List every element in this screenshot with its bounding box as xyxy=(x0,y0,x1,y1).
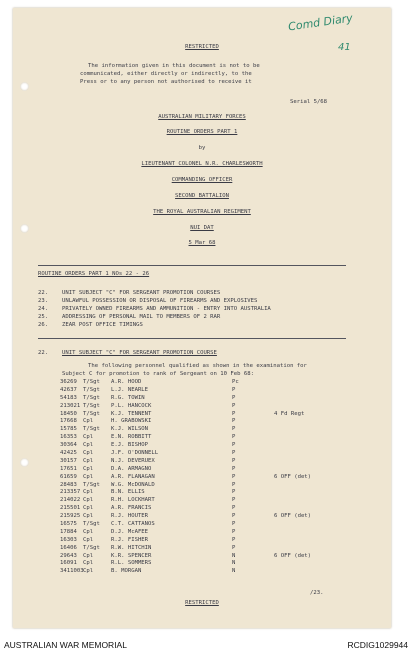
result-grade: P xyxy=(232,465,236,472)
result-grade: N xyxy=(232,568,236,575)
result-grade: P xyxy=(232,442,236,449)
security-notice-line: communicated, either directly or indirectly, to the xyxy=(80,71,252,77)
personnel-row xyxy=(60,434,360,442)
service-number: 213021 xyxy=(60,402,81,409)
result-grade: P xyxy=(232,544,236,551)
result-grade: N xyxy=(232,560,236,567)
contents-item-number: 22. xyxy=(38,290,49,296)
rank: Cpl xyxy=(83,560,94,567)
member-name: R.J. HOUTER xyxy=(111,513,149,520)
rank: Cpl xyxy=(83,513,94,520)
personnel-row xyxy=(60,529,360,537)
service-number: 17668 xyxy=(60,418,77,425)
member-name: H. GRABOWSKI xyxy=(111,418,152,425)
personnel-row xyxy=(60,568,360,576)
personnel-row xyxy=(60,466,360,474)
archive-name: AUSTRALIAN WAR MEMORIAL xyxy=(4,640,127,650)
personnel-row xyxy=(60,513,360,521)
unit-note: 4 Fd Regt xyxy=(274,410,305,417)
rank: Cpl xyxy=(83,505,94,512)
result-grade: P xyxy=(232,402,236,409)
member-name: P.L. HANCOCK xyxy=(111,402,152,409)
divider xyxy=(38,338,346,339)
member-name: A.R. FLANAGAN xyxy=(111,473,155,480)
rank: Cpl xyxy=(83,450,94,457)
rank: T/Sgt xyxy=(83,521,100,528)
personnel-row xyxy=(60,553,360,561)
personnel-row xyxy=(60,379,360,387)
contents-item-text: UNIT SUBJECT "C" FOR SERGEANT PROMOTION COURSES xyxy=(62,290,221,296)
contents-item-text: UNLAWFUL POSSESSION OR DISPOSAL OF FIREARMS AND EXPLOSIVES xyxy=(62,298,258,304)
service-number: 54183 xyxy=(60,394,77,401)
service-number: 15785 xyxy=(60,426,77,433)
member-name: R.L. SOMMERS xyxy=(111,560,152,567)
issue-date: 5 Mar 68 xyxy=(188,240,216,246)
security-notice-line: Press or to any person not authorised to receive it xyxy=(80,79,252,85)
member-name: R.W. HITCHIN xyxy=(111,544,152,551)
order-intro-line: Subject C for promotion to rank of Sergeant on 10 Feb 68: xyxy=(62,371,254,377)
service-number: 16303 xyxy=(60,536,77,543)
security-notice-line: The information given in this document is not to be xyxy=(88,63,260,69)
result-grade: P xyxy=(232,528,236,535)
member-name: C.T. CATTANOS xyxy=(111,521,155,528)
contents-item-text: ZEAR POST OFFICE TIMINGS xyxy=(62,322,143,328)
security-footer: RESTRICTED xyxy=(185,600,219,606)
member-name: E.N. ROBBITT xyxy=(111,434,152,441)
member-name: L.J. NEARLE xyxy=(111,386,149,393)
service-number: 3411003 xyxy=(60,568,84,575)
service-number: 42637 xyxy=(60,386,77,393)
personnel-row xyxy=(60,458,360,466)
service-number: 214022 xyxy=(60,497,81,504)
personnel-row xyxy=(60,426,360,434)
result-grade: P xyxy=(232,434,236,441)
service-number: 18450 xyxy=(60,410,77,417)
archive-reference: RCDIG1029944 xyxy=(347,640,408,650)
result-grade: P xyxy=(232,418,236,425)
rank: Cpl xyxy=(83,528,94,535)
personnel-row xyxy=(60,395,360,403)
rank: Cpl xyxy=(83,418,94,425)
punch-hole xyxy=(20,458,29,467)
divider xyxy=(38,265,346,266)
result-grade: N xyxy=(232,552,236,559)
result-grade: P xyxy=(232,497,236,504)
member-name: J.F. O'DONNELL xyxy=(111,450,159,457)
personnel-row xyxy=(60,474,360,482)
rank: Cpl xyxy=(83,465,94,472)
appointment: COMMANDING OFFICER xyxy=(171,177,233,183)
contents-item-number: 23. xyxy=(38,298,49,304)
handwritten-diary-note: Comd Diary xyxy=(287,11,354,34)
order-intro-line: The following personnel qualified as shown in the examination for xyxy=(88,363,307,369)
rank: T/Sgt xyxy=(83,394,100,401)
force-name: AUSTRALIAN MILITARY FORCES xyxy=(158,114,246,120)
personnel-row xyxy=(60,450,360,458)
service-number: 29643 xyxy=(60,552,77,559)
personnel-row xyxy=(60,418,360,426)
result-grade: P xyxy=(232,536,236,543)
regiment-name: THE ROYAL AUSTRALIAN REGIMENT xyxy=(153,209,251,215)
contents-item-number: 25. xyxy=(38,314,49,320)
commanding-officer-name: LIEUTENANT COLONEL N.R. CHARLESWORTH xyxy=(141,161,263,167)
member-name: A.R. FRANCIS xyxy=(111,505,152,512)
unit-name: SECOND BATTALION xyxy=(175,193,229,199)
rank: T/Sgt xyxy=(83,481,100,488)
personnel-list xyxy=(60,379,360,576)
contents-item-text: PRIVATELY OWNED FIREARMS AND AMMUNITION - ENTRY INTO AUSTRALIA xyxy=(62,306,271,312)
order-heading: UNIT SUBJECT "C" FOR SERGEANT PROMOTION COURSE xyxy=(62,350,217,356)
unit-note: 6 OFF (det) xyxy=(274,513,312,520)
result-grade: P xyxy=(232,473,236,480)
result-grade: P xyxy=(232,386,236,393)
contents-heading: ROUTINE ORDERS PART 1 NOs 22 - 26 xyxy=(38,271,150,277)
personnel-row xyxy=(60,489,360,497)
personnel-row xyxy=(60,403,360,411)
order-number: 22. xyxy=(38,350,49,356)
rank: T/Sgt xyxy=(83,426,100,433)
contents-item-text: ADDRESSING OF PERSONAL MAIL TO MEMBERS OF 2 RAR xyxy=(62,314,221,320)
result-grade: P xyxy=(232,505,236,512)
member-name: D.J. McAFEE xyxy=(111,528,149,535)
member-name: W.G. McDONALD xyxy=(111,481,155,488)
service-number: 28483 xyxy=(60,481,77,488)
archive-footer xyxy=(0,636,412,654)
serial-number: Serial 5/68 xyxy=(290,99,328,105)
contents-item-number: 24. xyxy=(38,306,49,312)
result-grade: P xyxy=(232,521,236,528)
member-name: K.J. WILSON xyxy=(111,426,149,433)
result-grade: P xyxy=(232,426,236,433)
result-grade: P xyxy=(232,450,236,457)
rank: Cpl xyxy=(83,552,94,559)
punch-hole xyxy=(20,82,29,91)
continuation-marker: /23. xyxy=(310,590,324,596)
location: NUI DAT xyxy=(190,225,214,231)
member-name: B.N. ELLIS xyxy=(111,489,145,496)
rank: Cpl xyxy=(83,568,94,575)
service-number: 215501 xyxy=(60,505,81,512)
personnel-row xyxy=(60,411,360,419)
personnel-row xyxy=(60,482,360,490)
unit-note: 6 OFF (det) xyxy=(274,552,312,559)
member-name: D.A. ARMAGNO xyxy=(111,465,152,472)
rank: T/Sgt xyxy=(83,402,100,409)
service-number: 30157 xyxy=(60,457,77,464)
security-heading: RESTRICTED xyxy=(185,44,219,50)
personnel-row xyxy=(60,497,360,505)
rank: Cpl xyxy=(83,434,94,441)
personnel-row xyxy=(60,545,360,553)
by-line: by xyxy=(198,145,206,151)
handwritten-page-number: 41 xyxy=(338,42,351,53)
service-number: 61659 xyxy=(60,473,77,480)
personnel-row xyxy=(60,537,360,545)
unit-note: 6 OFF (det) xyxy=(274,473,312,480)
member-name: K.J. TENNENT xyxy=(111,410,152,417)
service-number: 16406 xyxy=(60,544,77,551)
result-grade: P xyxy=(232,489,236,496)
service-number: 36269 xyxy=(60,379,77,385)
document-title: ROUTINE ORDERS PART 1 xyxy=(166,129,238,135)
rank: T/Sgt xyxy=(83,386,100,393)
service-number: 17651 xyxy=(60,465,77,472)
result-grade: Pc xyxy=(232,379,239,385)
result-grade: P xyxy=(232,457,236,464)
service-number: 213357 xyxy=(60,489,81,496)
service-number: 16575 xyxy=(60,521,77,528)
member-name: E.J. BISHOP xyxy=(111,442,149,449)
result-grade: P xyxy=(232,394,236,401)
service-number: 16353 xyxy=(60,434,77,441)
rank: T/Sgt xyxy=(83,410,100,417)
rank: Cpl xyxy=(83,442,94,449)
service-number: 42425 xyxy=(60,450,77,457)
member-name: R.J. FISHER xyxy=(111,536,149,543)
result-grade: P xyxy=(232,410,236,417)
rank: T/Sgt xyxy=(83,544,100,551)
member-name: K.R. SPENCER xyxy=(111,552,152,559)
rank: T/Sgt xyxy=(83,379,100,385)
personnel-row xyxy=(60,560,360,568)
service-number: 16091 xyxy=(60,560,77,567)
member-name: N.J. DEVERUEX xyxy=(111,457,155,464)
rank: Cpl xyxy=(83,457,94,464)
service-number: 30364 xyxy=(60,442,77,449)
service-number: 17884 xyxy=(60,528,77,535)
result-grade: P xyxy=(232,513,236,520)
member-name: R.H. LOCKHART xyxy=(111,497,155,504)
personnel-row xyxy=(60,505,360,513)
service-number: 215925 xyxy=(60,513,81,520)
result-grade: P xyxy=(232,481,236,488)
contents-item-number: 26. xyxy=(38,322,49,328)
personnel-row xyxy=(60,521,360,529)
rank: Cpl xyxy=(83,497,94,504)
rank: Cpl xyxy=(83,536,94,543)
member-name: A.R. HOOD xyxy=(111,379,142,385)
personnel-row xyxy=(60,387,360,395)
rank: Cpl xyxy=(83,473,94,480)
rank: Cpl xyxy=(83,489,94,496)
member-name: B. MORGAN xyxy=(111,568,142,575)
personnel-row xyxy=(60,442,360,450)
member-name: R.G. TOWIN xyxy=(111,394,145,401)
